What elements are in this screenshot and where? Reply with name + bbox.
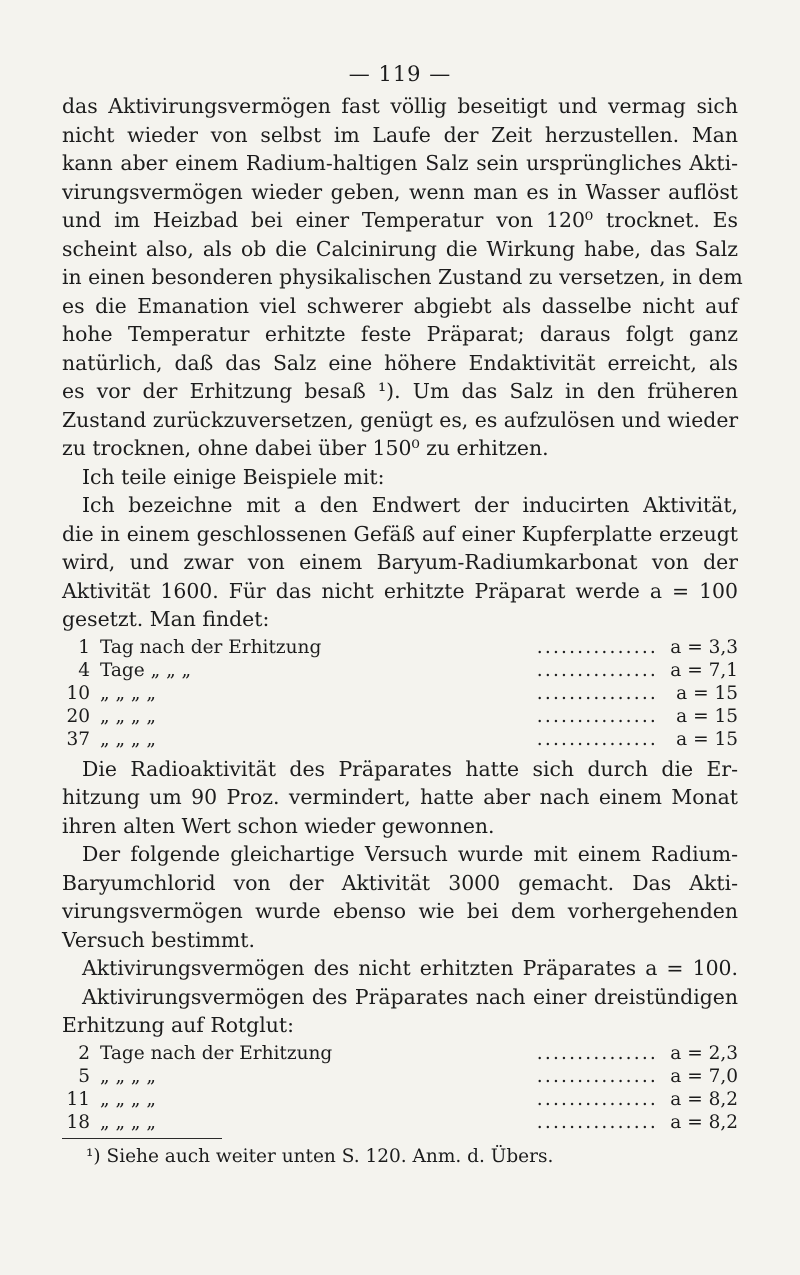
text-line: Versuch bestimmt.: [62, 927, 255, 952]
text-line: Aktivirungsvermögen des Präparates nach einer dreistündigen: [82, 984, 738, 1009]
text-line: das Aktivirungsvermögen fast völlig beseitigt und vermag sich: [62, 94, 738, 118]
row-value: a = 2,3: [670, 1042, 738, 1064]
text-line: virungsvermögen wieder geben, wenn man es in Wasser auflöst: [62, 179, 738, 204]
table-row: [62, 636, 738, 659]
row-number: 37: [66, 728, 90, 750]
row-value: a = 7,0: [670, 1065, 738, 1087]
row-value: a = 15: [676, 728, 738, 750]
text-line: Baryumchlorid von der Aktivität 3000 gemacht. Das Akti-: [62, 870, 738, 895]
table-row: [62, 1065, 738, 1088]
text-line: kann aber einem Radium-haltigen Salz sein ursprüngliches Akti-: [62, 151, 738, 175]
leader-dots: ...............: [536, 705, 658, 727]
row-label: Tag nach der Erhitzung: [100, 636, 322, 658]
paragraph-1: [62, 92, 743, 463]
row-number: 5: [78, 1065, 90, 1087]
table-row: [62, 1088, 738, 1111]
text-line: ihren alten Wert schon wieder gewonnen.: [62, 813, 495, 838]
row-label: Tage „ „ „: [100, 659, 192, 681]
row-label: „ „ „ „: [100, 1088, 156, 1110]
text-line: die in einem geschlossenen Gefäß auf einer Kupferplatte erzeugt: [62, 521, 738, 546]
row-label: „ „ „ „: [100, 728, 156, 750]
footnote-divider: [62, 1138, 222, 1139]
leader-dots: ...............: [536, 1111, 658, 1133]
paragraph-6: Aktivirungsvermögen des nicht erhitzten Präparates a = 100.: [82, 956, 738, 980]
text-line: Zustand zurückzuversetzen, genügt es, es aufzulösen und wieder: [62, 407, 739, 432]
table-row: [62, 682, 738, 705]
row-value: a = 7,1: [670, 659, 738, 681]
results-table-2: [62, 1042, 738, 1134]
row-number: 10: [66, 682, 90, 704]
table-row: [62, 1111, 738, 1134]
row-number: 20: [66, 705, 90, 727]
row-value: a = 8,2: [670, 1088, 738, 1110]
text-line: Aktivität 1600. Für das nicht erhitzte Präparat werde a = 100: [62, 578, 738, 603]
leader-dots: ...............: [536, 1065, 658, 1087]
paragraph-2: Ich teile einige Beispiele mit:: [82, 464, 385, 489]
text-line: es vor der Erhitzung besaß ¹). Um das Salz in den früheren: [62, 379, 738, 403]
row-number: 1: [78, 636, 90, 658]
text-line: scheint also, als ob die Calcinirung die Wirkung habe, das Salz: [62, 236, 738, 261]
text-line: Die Radioaktivität des Präparates hatte sich durch die Er-: [82, 756, 738, 781]
text-line: Der folgende gleichartige Versuch wurde mit einem Radium-: [82, 842, 738, 866]
text-line: wird, und zwar von einem Baryum-Radiumkarbonat von der: [62, 550, 738, 574]
row-label: „ „ „ „: [100, 1065, 156, 1087]
footnote: ¹) Siehe auch weiter unten S. 120. Anm. d. Übers.: [86, 1145, 554, 1167]
text-line: Erhitzung auf Rotglut:: [62, 1013, 294, 1037]
leader-dots: ...............: [536, 659, 658, 681]
paragraph-7: [62, 983, 738, 1040]
text-line: hohe Temperatur erhitzte feste Präparat; daraus folgt ganz: [62, 322, 738, 346]
row-label: Tage nach der Erhitzung: [100, 1042, 333, 1064]
page-body: [62, 92, 743, 1169]
text-line: und im Heizbad bei einer Temperatur von 120⁰ trocknet. Es: [62, 208, 738, 232]
text-line: Ich bezeichne mit a den Endwert der inducirten Aktivität,: [82, 493, 738, 517]
leader-dots: ...............: [536, 636, 658, 658]
results-table-1: [62, 636, 738, 751]
row-number: 4: [78, 659, 90, 681]
page-number: — 119 —: [348, 62, 452, 86]
text-line: nicht wieder von selbst im Laufe der Zeit herzustellen. Man: [62, 122, 738, 147]
leader-dots: ...............: [536, 1088, 658, 1110]
row-value: a = 3,3: [670, 636, 738, 658]
row-label: „ „ „ „: [100, 705, 156, 727]
row-number: 2: [78, 1042, 90, 1064]
leader-dots: ...............: [536, 682, 658, 704]
text-line: virungsvermögen wurde ebenso wie bei dem vorhergehenden: [62, 899, 738, 923]
text-line: natürlich, daß das Salz eine höhere Endaktivität erreicht, als: [62, 350, 738, 375]
paragraph-4: [62, 755, 738, 841]
row-value: a = 15: [676, 705, 738, 727]
table-row: [62, 659, 738, 682]
text-line: hitzung um 90 Proz. vermindert, hatte aber nach einem Monat: [62, 785, 738, 809]
text-line: zu trocknen, ohne dabei über 150⁰ zu erhitzen.: [62, 436, 549, 460]
leader-dots: ...............: [536, 1042, 658, 1064]
row-number: 18: [66, 1111, 90, 1133]
table-row: [62, 1042, 738, 1065]
row-value: a = 15: [676, 682, 738, 704]
table-row: [62, 705, 738, 728]
paragraph-5: [62, 840, 738, 954]
paragraph-3: [62, 491, 738, 634]
text-line: gesetzt. Man findet:: [62, 607, 270, 631]
text-line: es die Emanation viel schwerer abgiebt als dasselbe nicht auf: [62, 293, 738, 318]
row-label: „ „ „ „: [100, 1111, 156, 1133]
row-label: „ „ „ „: [100, 682, 156, 704]
table-row: [62, 728, 738, 751]
text-line: in einen besonderen physikalischen Zustand zu versetzen, in dem: [62, 265, 743, 289]
row-number: 11: [66, 1088, 90, 1110]
row-value: a = 8,2: [670, 1111, 738, 1133]
leader-dots: ...............: [536, 728, 658, 750]
